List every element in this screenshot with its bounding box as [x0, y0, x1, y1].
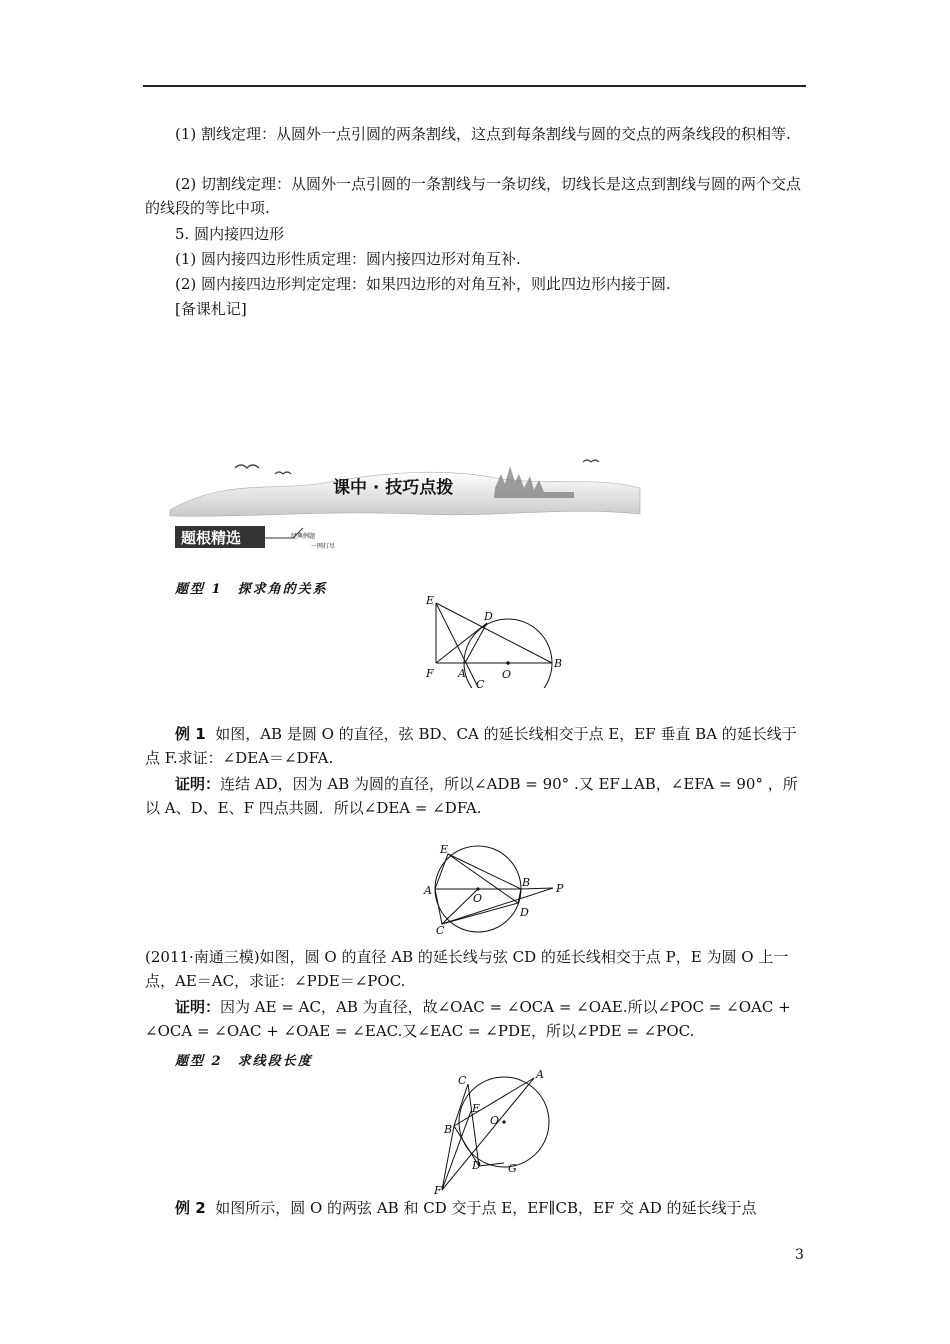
subheading-title: 题根精选: [181, 529, 242, 547]
svg-text:O: O: [490, 1114, 500, 1127]
lesson-notes-label: [备课札记]: [175, 300, 247, 318]
inscribed-quad-property: (1) 圆内接四边形性质定理：圆内接四边形对角互补.: [175, 250, 521, 268]
figure-3: [434, 1066, 554, 1194]
svg-text:O: O: [473, 892, 483, 905]
svg-text:F: F: [434, 1184, 442, 1194]
svg-text:A: A: [458, 667, 466, 680]
svg-text:C: C: [476, 678, 485, 688]
bird-icon: [583, 460, 599, 462]
banner-title: 课中 · 技巧点拨: [333, 478, 454, 498]
example-2: 例 2 如图所示，圆 O 的两弦 AB 和 CD 交于点 E，EF∥CB，EF 交 AD 的延长线于点: [175, 1199, 757, 1217]
type2-heading: 题型 2 求线段长度: [175, 1054, 313, 1069]
subheading-note-2: 一网打尽: [311, 543, 336, 550]
svg-text:D: D: [520, 906, 529, 919]
example-1-proof: 证明：连结 AD，因为 AB 为圆的直径，所以∠ADB = 90° .又 EF⊥AB，∠EFA = 90° ，所以 A、D、E、F 四点共圆．所以∠DEA = ∠DFA.: [145, 775, 798, 817]
example-1: 例 1 如图，AB 是圆 O 的直径，弦 BD、CA 的延长线相交于点 E，EF 垂直 BA 的延长线于点 F.求证：∠DEA＝∠DFA.: [145, 725, 797, 767]
bird-icon: [235, 465, 259, 468]
svg-text:B: B: [554, 657, 563, 670]
svg-text:D: D: [484, 610, 493, 623]
secant-theorem: (1) 割线定理：从圆外一点引圆的两条割线，这点到每条割线与圆的交点的两条线段的积相等.: [175, 125, 791, 143]
tangent-secant-theorem: (2) 切割线定理：从圆外一点引圆的一条割线与一条切线，切线长是这点到割线与圆的两个交点的线段的等比中项.: [145, 175, 802, 217]
svg-text:A: A: [536, 1068, 544, 1081]
svg-text:A: A: [424, 884, 432, 897]
svg-text:O: O: [502, 668, 512, 681]
figure-1: [420, 592, 565, 688]
subheading-note-1: 经典例题: [291, 533, 316, 540]
svg-text:E: E: [426, 594, 435, 607]
variant-problem: (2011·南通三模)如图，圆 O 的直径 AB 的延长线与弦 CD 的延长线相交于点 P，E 为圆 O 上一点，AE＝AC，求证：∠PDE＝∠POC.: [145, 948, 789, 990]
svg-text:E: E: [472, 1102, 481, 1115]
svg-text:P: P: [556, 882, 564, 895]
variant-proof: 证明：因为 AE = AC，AB 为直径，故∠OAC = ∠OCA = ∠OAE.所以∠POC = ∠OAC + ∠OCA = ∠OAC + ∠OAE = ∠EAC.又∠EAC = ∠PDE，所以∠PDE = ∠POC.: [145, 998, 791, 1040]
bird-icon: [275, 472, 291, 474]
page-number: 3: [795, 1247, 804, 1263]
svg-text:B: B: [444, 1123, 453, 1136]
figure-2: [420, 842, 570, 934]
svg-text:C: C: [436, 924, 445, 934]
inscribed-quad-criterion: (2) 圆内接四边形判定定理：如果四边形的对角互补，则此四边形内接于圆.: [175, 275, 671, 293]
type1-heading: 题型 1 探求角的关系: [175, 582, 328, 597]
svg-text:C: C: [458, 1074, 467, 1087]
section-banner: [165, 448, 645, 553]
header-rule: [143, 85, 806, 87]
svg-text:E: E: [440, 843, 449, 856]
section-heading-5: 5. 圆内接四边形: [175, 225, 285, 243]
svg-text:B: B: [522, 876, 531, 889]
svg-text:D: D: [472, 1159, 481, 1172]
svg-text:G: G: [508, 1162, 517, 1175]
svg-text:F: F: [426, 667, 434, 680]
